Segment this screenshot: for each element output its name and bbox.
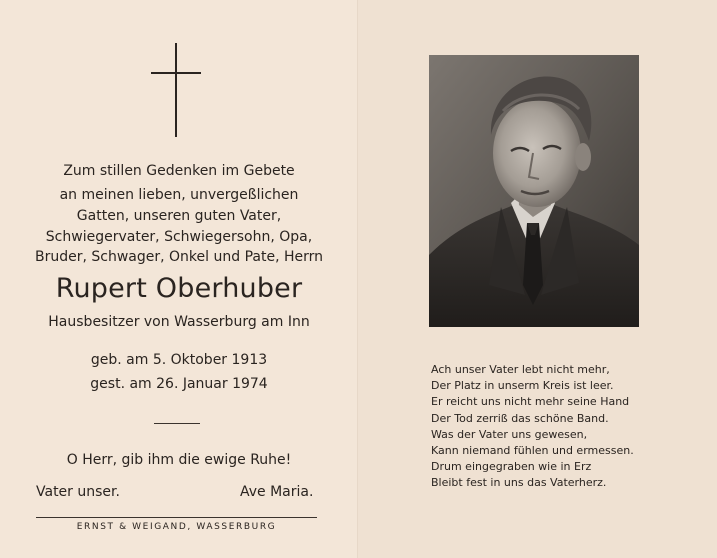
divider-short (154, 423, 200, 424)
portrait-image (429, 55, 639, 327)
poem-line-7: Drum eingegraben wie in Erz (431, 460, 592, 474)
poem-line-5: Was der Vater uns gewesen, (431, 427, 588, 441)
cross-horizontal-bar (151, 72, 201, 74)
intro-line-3: Gatten, unseren guten Vater, (76, 208, 282, 224)
vater-unser-text: Vater unser. (36, 484, 120, 500)
prayer-line: O Herr, gib ihm die ewige Ruhe! (66, 452, 292, 468)
printer-imprint: ERNST & WEIGAND, WASSERBURG (76, 522, 277, 532)
poem-line-2: Der Platz in unserm Kreis ist leer. (431, 379, 614, 393)
cross-icon (151, 43, 201, 137)
left-page (0, 0, 358, 558)
cross-vertical-bar (175, 43, 177, 137)
intro-line-1: Zum stillen Gedenken im Gebete (63, 163, 295, 179)
poem-line-1: Ach unser Vater lebt nicht mehr, (431, 363, 610, 376)
poem-line-6: Kann niemand fühlen und ermessen. (431, 444, 634, 458)
poem-line-4: Der Tod zerriß das schöne Band. (431, 411, 609, 425)
portrait-photo (429, 55, 639, 327)
death-date: gest. am 26. Januar 1974 (90, 376, 268, 392)
intro-line-2: an meinen lieben, unvergeßlichen (59, 187, 299, 203)
intro-line-5: Bruder, Schwager, Onkel und Pate, Herrn (35, 249, 323, 265)
ave-maria-text: Ave Maria. (240, 484, 314, 500)
poem-line-3: Er reicht uns nicht mehr seine Hand (431, 395, 630, 409)
poem-line-8: Bleibt fest in uns das Vaterherz. (431, 476, 607, 490)
intro-line-4: Schwiegervater, Schwiegersohn, Opa, (45, 229, 313, 245)
poem-block (431, 362, 681, 492)
deceased-name: Rupert Oberhuber (55, 273, 303, 304)
printer-divider (36, 517, 317, 518)
birth-date: geb. am 5. Oktober 1913 (90, 352, 268, 368)
occupation-line: Hausbesitzer von Wasserburg am Inn (48, 314, 310, 330)
